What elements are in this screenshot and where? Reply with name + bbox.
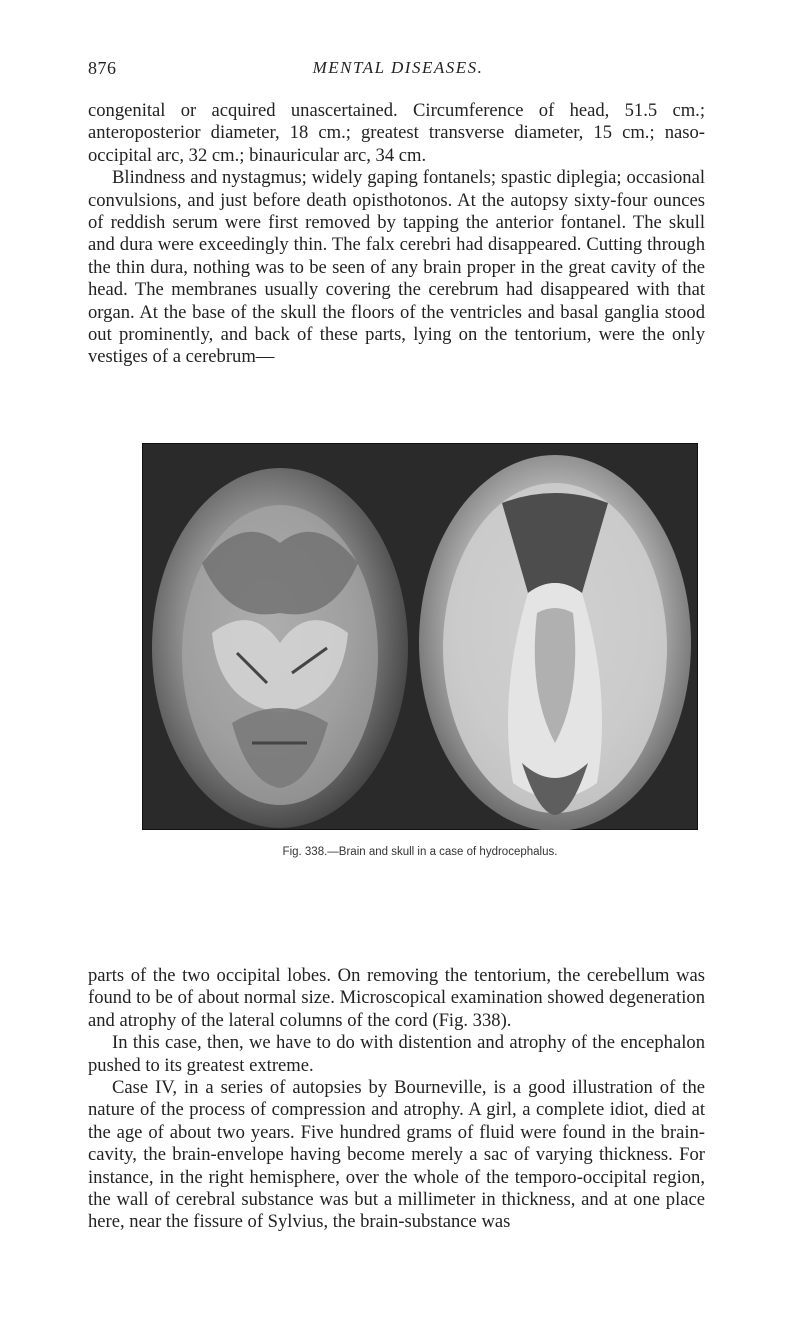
paragraph: In this case, then, we have to do with distention and atrophy of the encephalon pushed to its greatest extreme. [88,1032,705,1076]
text-block-bottom [88,965,705,1234]
paragraph: Case IV, in a series of autopsies by Bourneville, is a good illustration of the nature of the process of compression and atrophy. A girl, a complete idiot, died at the age of about two years. Five hundred grams of fluid were found in the brain-cavity, the brain-envelope having become merely a sac of varying thickness. For instance, in the right hemisphere, over the whole of the temporo-occipital region, the wall of cerebral substance was but a millimeter in thickness, and at one place here, near the fissure of Sylvius, the brain-substance was [88,1077,705,1233]
paragraph: parts of the two occipital lobes. On removing the tentorium, the cerebellum was found to be of about normal size. Microscopical examination showed degeneration and atrophy of the lateral columns of the cord (Fig. 338). [88,965,705,1031]
left-skull-specimen [152,468,408,828]
figure-caption: Fig. 338.—Brain and skull in a case of hydrocephalus. [282,846,558,858]
hydrocephalus-photograph [142,443,698,830]
text-block-top [88,100,705,369]
running-title: MENTAL DISEASES. [312,58,484,77]
page-header [88,58,708,82]
right-skull-specimen [419,455,691,830]
page-number: 876 [88,58,117,78]
paragraph: Blindness and nystagmus; widely gaping fontanels; spastic diplegia; occasional convulsions, and just before death opisthotonos. At the autopsy sixty-four ounces of reddish serum were first removed by tapping the anterior fontanel. The skull and dura were exceedingly thin. The falx cerebri had disappeared. Cutting through the thin dura, nothing was to be seen of any brain proper in the great cavity of the head. The membranes usually covering the cerebrum had disappeared with that organ. At the base of the skull the floors of the ventricles and basal ganglia stood out prominently, and back of these parts, lying on the tentorium, were the only vestiges of a cerebrum— [88,167,705,368]
paragraph: congenital or acquired unascertained. Circumference of head, 51.5 cm.; anteroposterior diameter, 18 cm.; greatest transverse diameter, 15 cm.; naso-occipital arc, 32 cm.; binauricular arc, 34 cm. [88,100,705,166]
